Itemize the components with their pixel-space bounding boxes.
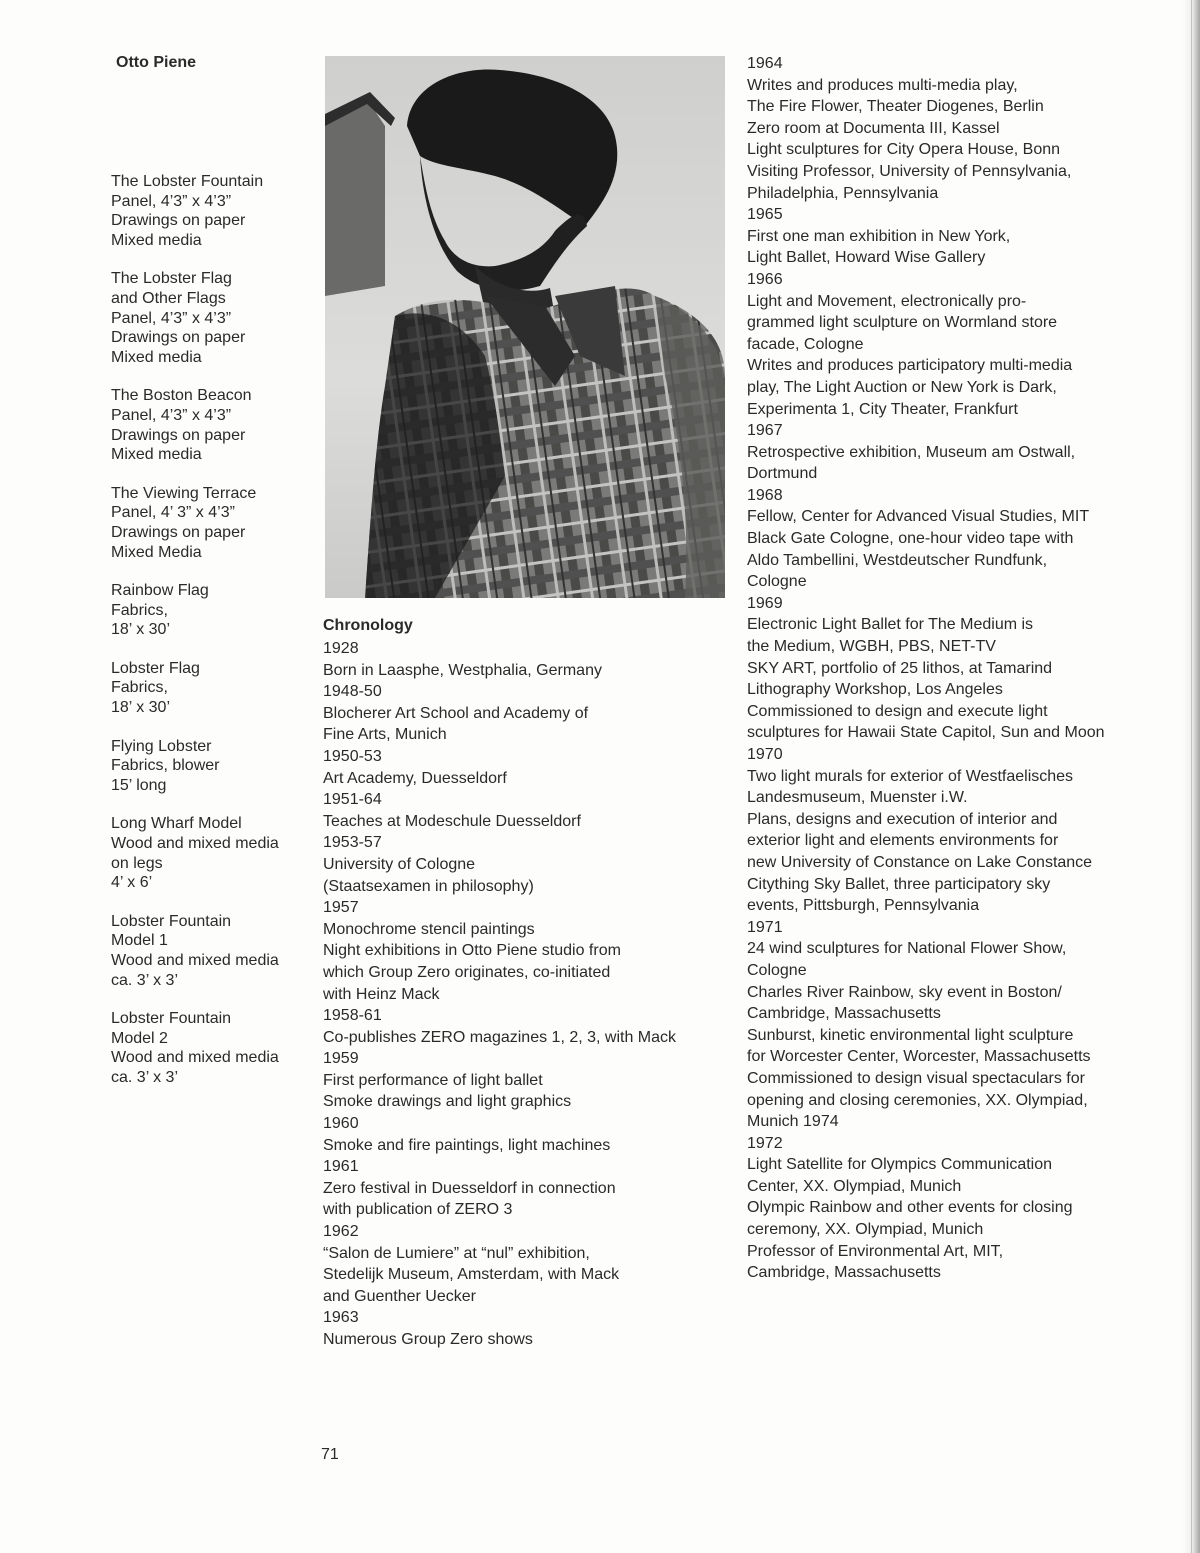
work-line: Wood and mixed media [111,835,279,853]
work-line: Panel, 4’ 3” x 4’3” [111,504,235,522]
chronology-line: Light and Movement, electronically pro- [747,292,1027,310]
work-line: Wood and mixed media [111,1049,279,1067]
chronology-line: Cologne [747,573,807,591]
work-line: Fabrics, [111,601,168,619]
chronology-line: Two light murals for exterior of Westfaelisches [747,767,1074,785]
chronology-line: First performance of light ballet [323,1071,543,1089]
chronology-line: 1967 [747,422,783,440]
chronology-line: Cambridge, Massachusetts [747,1005,941,1023]
work-entry [111,581,316,640]
work-line: Flying Lobster [111,737,212,755]
work-line: Lobster Flag [111,659,200,677]
chronology-line: 1969 [747,594,783,612]
chronology-line: Olympic Rainbow and other events for closing [747,1199,1073,1217]
chronology-line: SKY ART, portfolio of 25 lithos, at Tamarind [747,659,1053,677]
chronology-line: 1960 [323,1115,359,1133]
work-line: Lobster Fountain [111,912,232,930]
work-line: Drawings on paper [111,212,246,230]
chronology-line: Philadelphia, Pennsylvania [747,184,939,202]
work-line: on legs [111,854,163,872]
chronology-line: Zero festival in Duesseldorf in connection [323,1179,616,1197]
chronology-line: Light Satellite for Olympics Communication [747,1156,1053,1174]
work-entry [111,659,316,718]
work-entry [111,737,316,796]
chronology-line: 1957 [323,899,359,917]
chronology-line: and Guenther Uecker [323,1287,476,1305]
work-line: Mixed media [111,231,202,249]
work-entry [111,1009,316,1087]
work-line: Panel, 4’3” x 4’3” [111,406,232,424]
chronology-line: (Staatsexamen in philosophy) [323,877,534,895]
chronology-line: 1953-57 [323,834,382,852]
work-line: The Viewing Terrace [111,484,257,502]
chronology-line: 1972 [747,1134,783,1152]
work-line: Model 2 [111,1029,168,1047]
chronology-line: Smoke drawings and light graphics [323,1093,572,1111]
chronology-line: 1971 [747,918,783,936]
chronology-line: Co-publishes ZERO magazines 1, 2, 3, with Mack [323,1028,677,1046]
work-line: 4’ x 6’ [111,874,153,892]
chronology-line: Lithography Workshop, Los Angeles [747,681,1003,699]
chronology-line: Fine Arts, Munich [323,726,447,744]
chronology-line: Art Academy, Duesseldorf [323,769,507,787]
chronology-line: 1964 [747,55,783,72]
portrait-photo [325,56,725,598]
work-line: Fabrics, [111,679,168,697]
chronology-line: Commissioned to design and execute light [747,702,1048,720]
work-line: Fabrics, blower [111,757,220,775]
chronology-line: First one man exhibition in New York, [747,227,1011,245]
page-number: 71 [321,1446,339,1463]
work-line: ca. 3’ x 3’ [111,971,178,989]
chronology-line: 1963 [323,1309,359,1327]
work-line: The Lobster Flag [111,270,232,288]
work-entry [111,814,316,892]
chronology-line: Charles River Rainbow, sky event in Boston/ [747,983,1062,1001]
chronology-line: ceremony, XX. Olympiad, Munich [747,1221,984,1239]
chronology-line: for Worcester Center, Worcester, Massachusetts [747,1048,1091,1066]
chronology-column-left [323,638,723,1351]
chronology-line: 1968 [747,486,783,504]
chronology-line: Writes and produces multi-media play, [747,76,1018,94]
chronology-line: facade, Cologne [747,335,864,353]
chronology-line: Commissioned to design visual spectaculars for [747,1069,1085,1087]
chronology-line: The Fire Flower, Theater Diogenes, Berlin [747,98,1044,116]
work-line: Lobster Fountain [111,1010,232,1028]
work-line: Mixed Media [111,543,202,561]
work-entry [111,386,316,464]
work-entry [111,912,316,990]
chronology-line: with Heinz Mack [323,985,440,1003]
work-entry [111,269,316,367]
chronology-line: 1958-61 [323,1007,382,1025]
work-line: Long Wharf Model [111,815,242,833]
chronology-line: which Group Zero originates, co-initiated [323,963,611,981]
chronology-line: Numerous Group Zero shows [323,1331,533,1348]
work-line: Wood and mixed media [111,952,279,969]
work-line: Drawings on paper [111,523,246,541]
chronology-line: 1928 [323,640,359,657]
chronology-line: grammed light sculpture on Wormland store [747,314,1058,332]
chronology-line: Munich 1974 [747,1113,839,1131]
chronology-line: Monochrome stencil paintings [323,920,535,938]
chronology-line: Writes and produces participatory multi-media [747,357,1073,375]
chronology-line: Black Gate Cologne, one-hour video tape with [747,530,1074,548]
artist-name-heading: Otto Piene [116,54,197,71]
chronology-line: 1966 [747,270,783,288]
chronology-line: Stedelijk Museum, Amsterdam, with Mack [323,1266,620,1284]
work-line: Mixed media [111,348,202,366]
chronology-line: 1950-53 [323,747,382,765]
chronology-line: 1951-64 [323,791,382,809]
chronology-line: Smoke and fire paintings, light machines [323,1136,611,1154]
chronology-line: Light sculptures for City Opera House, Bonn [747,141,1061,159]
chronology-line: Teaches at Modeschule Duesseldorf [323,812,581,830]
chronology-line: 1959 [323,1050,359,1068]
chronology-heading: Chronology [323,617,413,634]
chronology-line: Landesmuseum, Muenster i.W. [747,789,968,807]
work-line: Model 1 [111,932,168,950]
work-line: 18’ x 30’ [111,699,170,717]
chronology-line: sculptures for Hawaii State Capitol, Sun and Moon [747,724,1105,742]
chronology-column-right [747,53,1167,1284]
work-line: Rainbow Flag [111,582,209,600]
chronology-line: the Medium, WGBH, PBS, NET-TV [747,638,996,656]
chronology-line: Light Ballet, Howard Wise Gallery [747,249,986,267]
chronology-line: “Salon de Lumiere” at “nul” exhibition, [323,1244,590,1262]
chronology-line: Dortmund [747,465,818,483]
chronology-line: Sunburst, kinetic environmental light sculpture [747,1026,1074,1044]
chronology-line: Fellow, Center for Advanced Visual Studies, MIT [747,508,1090,526]
chronology-line: Aldo Tambellini, Westdeutscher Rundfunk, [747,551,1048,569]
work-line: Drawings on paper [111,329,246,347]
chronology-line: Professor of Environmental Art, MIT, [747,1242,1004,1260]
work-line: Panel, 4’3” x 4’3” [111,192,232,210]
chronology-line: Citything Sky Ballet, three participatory sky [747,875,1051,893]
chronology-line: 1948-50 [323,683,382,701]
chronology-line: Experimenta 1, City Theater, Frankfurt [747,400,1018,418]
chronology-line: play, The Light Auction or New York is Dark, [747,378,1057,396]
chronology-line: Born in Laasphe, Westphalia, Germany [323,661,602,679]
work-line: Mixed media [111,446,202,464]
chronology-line: new University of Constance on Lake Constance [747,853,1093,871]
work-line: 18’ x 30’ [111,621,170,639]
chronology-line: 1961 [323,1158,359,1176]
chronology-line: Visiting Professor, University of Pennsylvania, [747,162,1072,180]
chronology-line: Cambridge, Massachusetts [747,1264,941,1282]
chronology-line: Cologne [747,961,807,979]
work-line: Panel, 4’3” x 4’3” [111,309,232,327]
work-line: and Other Flags [111,289,226,307]
work-line: 15’ long [111,776,167,794]
chronology-line: 24 wind sculptures for National Flower Show, [747,940,1067,958]
chronology-line: 1962 [323,1223,359,1241]
chronology-line: University of Cologne [323,855,476,873]
chronology-line: exterior light and elements environments for [747,832,1059,850]
work-entry [111,172,316,250]
work-line: Drawings on paper [111,426,246,444]
chronology-line: events, Pittsburgh, Pennsylvania [747,897,980,915]
chronology-line: Center, XX. Olympiad, Munich [747,1177,962,1195]
chronology-line: Plans, designs and execution of interior and [747,810,1058,828]
photo-building [325,96,385,296]
works-list [111,172,316,1107]
chronology-line: Retrospective exhibition, Museum am Ostwall, [747,443,1076,461]
work-line: ca. 3’ x 3’ [111,1068,178,1086]
chronology-line: 1970 [747,746,783,763]
work-line: The Lobster Fountain [111,173,264,190]
chronology-line: 1965 [747,206,783,224]
page-edge-line [1191,0,1192,1553]
chronology-line: Night exhibitions in Otto Piene studio from [323,942,621,960]
work-line: The Boston Beacon [111,387,252,405]
chronology-line: Zero room at Documenta III, Kassel [747,119,1000,137]
chronology-line: Blocherer Art School and Academy of [323,704,589,722]
chronology-line: with publication of ZERO 3 [323,1201,513,1219]
work-entry [111,484,316,562]
chronology-line: opening and closing ceremonies, XX. Olympiad, [747,1091,1088,1109]
chronology-line: Electronic Light Ballet for The Medium is [747,616,1034,634]
